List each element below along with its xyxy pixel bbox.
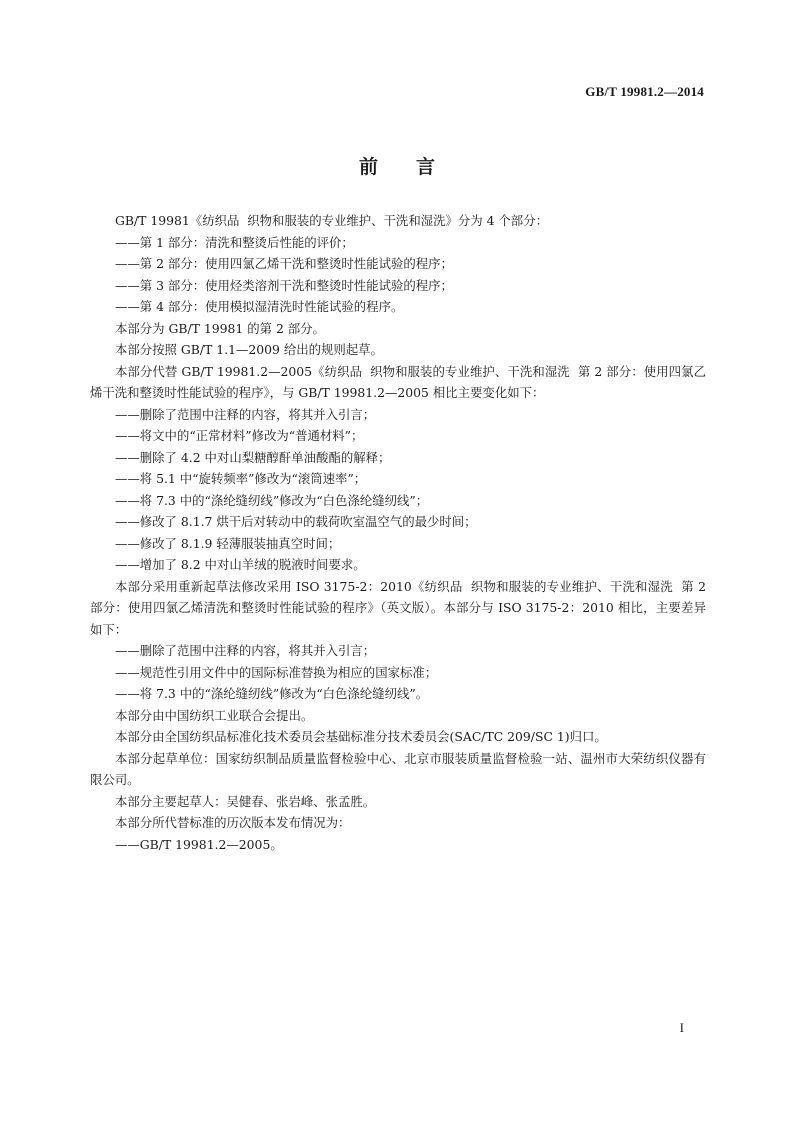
standard-number: GB/T 19981.2—2014 — [585, 84, 704, 99]
list-item: ——第 3 部分：使用烃类溶剂干洗和整烫时性能试验的程序； — [115, 277, 453, 293]
list-item: ——规范性引用文件中的国际标准替换为相应的国家标准； — [115, 664, 438, 680]
list-item: ——将 5.1 中“旋转频率”修改为“滚筒速率”； — [115, 471, 367, 486]
list-item: ——GB/T 19981.2—2005。 — [115, 836, 283, 852]
list-item: ——第 4 部分：使用模拟湿清洗时性能试验的程序。 — [115, 299, 404, 314]
paragraph: 本部分所代替标准的历次版本发布情况为： — [115, 815, 351, 830]
paragraph: 本部分按照 GB/T 1.1—2009 给出的规则起草。 — [115, 342, 383, 357]
list-item: ——增加了 8.2 中对山羊绒的脱液时间要求。 — [115, 557, 366, 572]
paragraph: 本部分代替 GB/T 19981.2—2005《纺织品 织物和服装的专业维护、干洗和湿洗 第 2 部分：使用四氯乙烯干洗和整烫时性能试验的程序》，与 GB/T 19981.2—2005 相比主要变化如下： — [90, 363, 706, 400]
list-item: ——将文中的“正常材料”修改为“普通材料”； — [115, 428, 364, 443]
list-item: ——第 2 部分：使用四氯乙烯干洗和整烫时性能试验的程序； — [115, 256, 453, 271]
page-number: I — [679, 1020, 684, 1035]
list-item: ——将 7.3 中的“涤纶缝纫线”修改为“白色涤纶缝纫线”； — [115, 492, 429, 508]
paragraph: 本部分采用重新起草法修改采用 ISO 3175-2：2010《纺织品 织物和服装的专业维护、干洗和湿洗 第 2 部分：使用四氯乙烯清洗和整烫时性能试验的程序》（英文版）。本部分与 ISO 3175-2：2010 相比，主要差异如下： — [90, 578, 710, 637]
list-item: ——将 7.3 中的“涤纶缝纫线”修改为“白色涤纶缝纫线”。 — [115, 686, 429, 701]
list-item: ——删除了范围中注释的内容，将其并入引言； — [115, 643, 376, 658]
paragraph: 本部分主要起草人：吴健春、张岩峰、张孟胜。 — [115, 793, 376, 809]
paragraph: 本部分为 GB/T 19981 的第 2 部分。 — [115, 320, 325, 336]
list-item: ——删除了范围中注释的内容，将其并入引言； — [115, 406, 376, 422]
list-item: ——第 1 部分：清洗和整烫后性能的评价； — [115, 234, 354, 250]
paragraph: GB/T 19981《纺织品 织物和服装的专业维护、干洗和湿洗》分为 4 个部分： — [115, 213, 548, 228]
list-item: ——修改了 8.1.9 轻薄服装抽真空时间； — [115, 535, 341, 551]
list-item: ——删除了 4.2 中对山梨糖醇酐单油酸酯的解释； — [115, 449, 391, 465]
foreword-body — [90, 210, 710, 855]
list-item: ——修改了 8.1.7 烘干后对转动中的载荷吹室温空气的最少时间； — [115, 514, 477, 529]
paragraph: 本部分由全国纺织品标准化技术委员会基础标准分技术委员会(SAC/TC 209/SC 1)归口。 — [115, 729, 607, 744]
page-title: 前言 — [358, 156, 473, 178]
paragraph: 本部分由中国纺织工业联合会提出。 — [115, 707, 314, 723]
paragraph: 本部分起草单位：国家纺织制品质量监督检验中心、北京市服装质量监督检验一站、温州市大荣纺织仪器有限公司。 — [90, 750, 706, 787]
